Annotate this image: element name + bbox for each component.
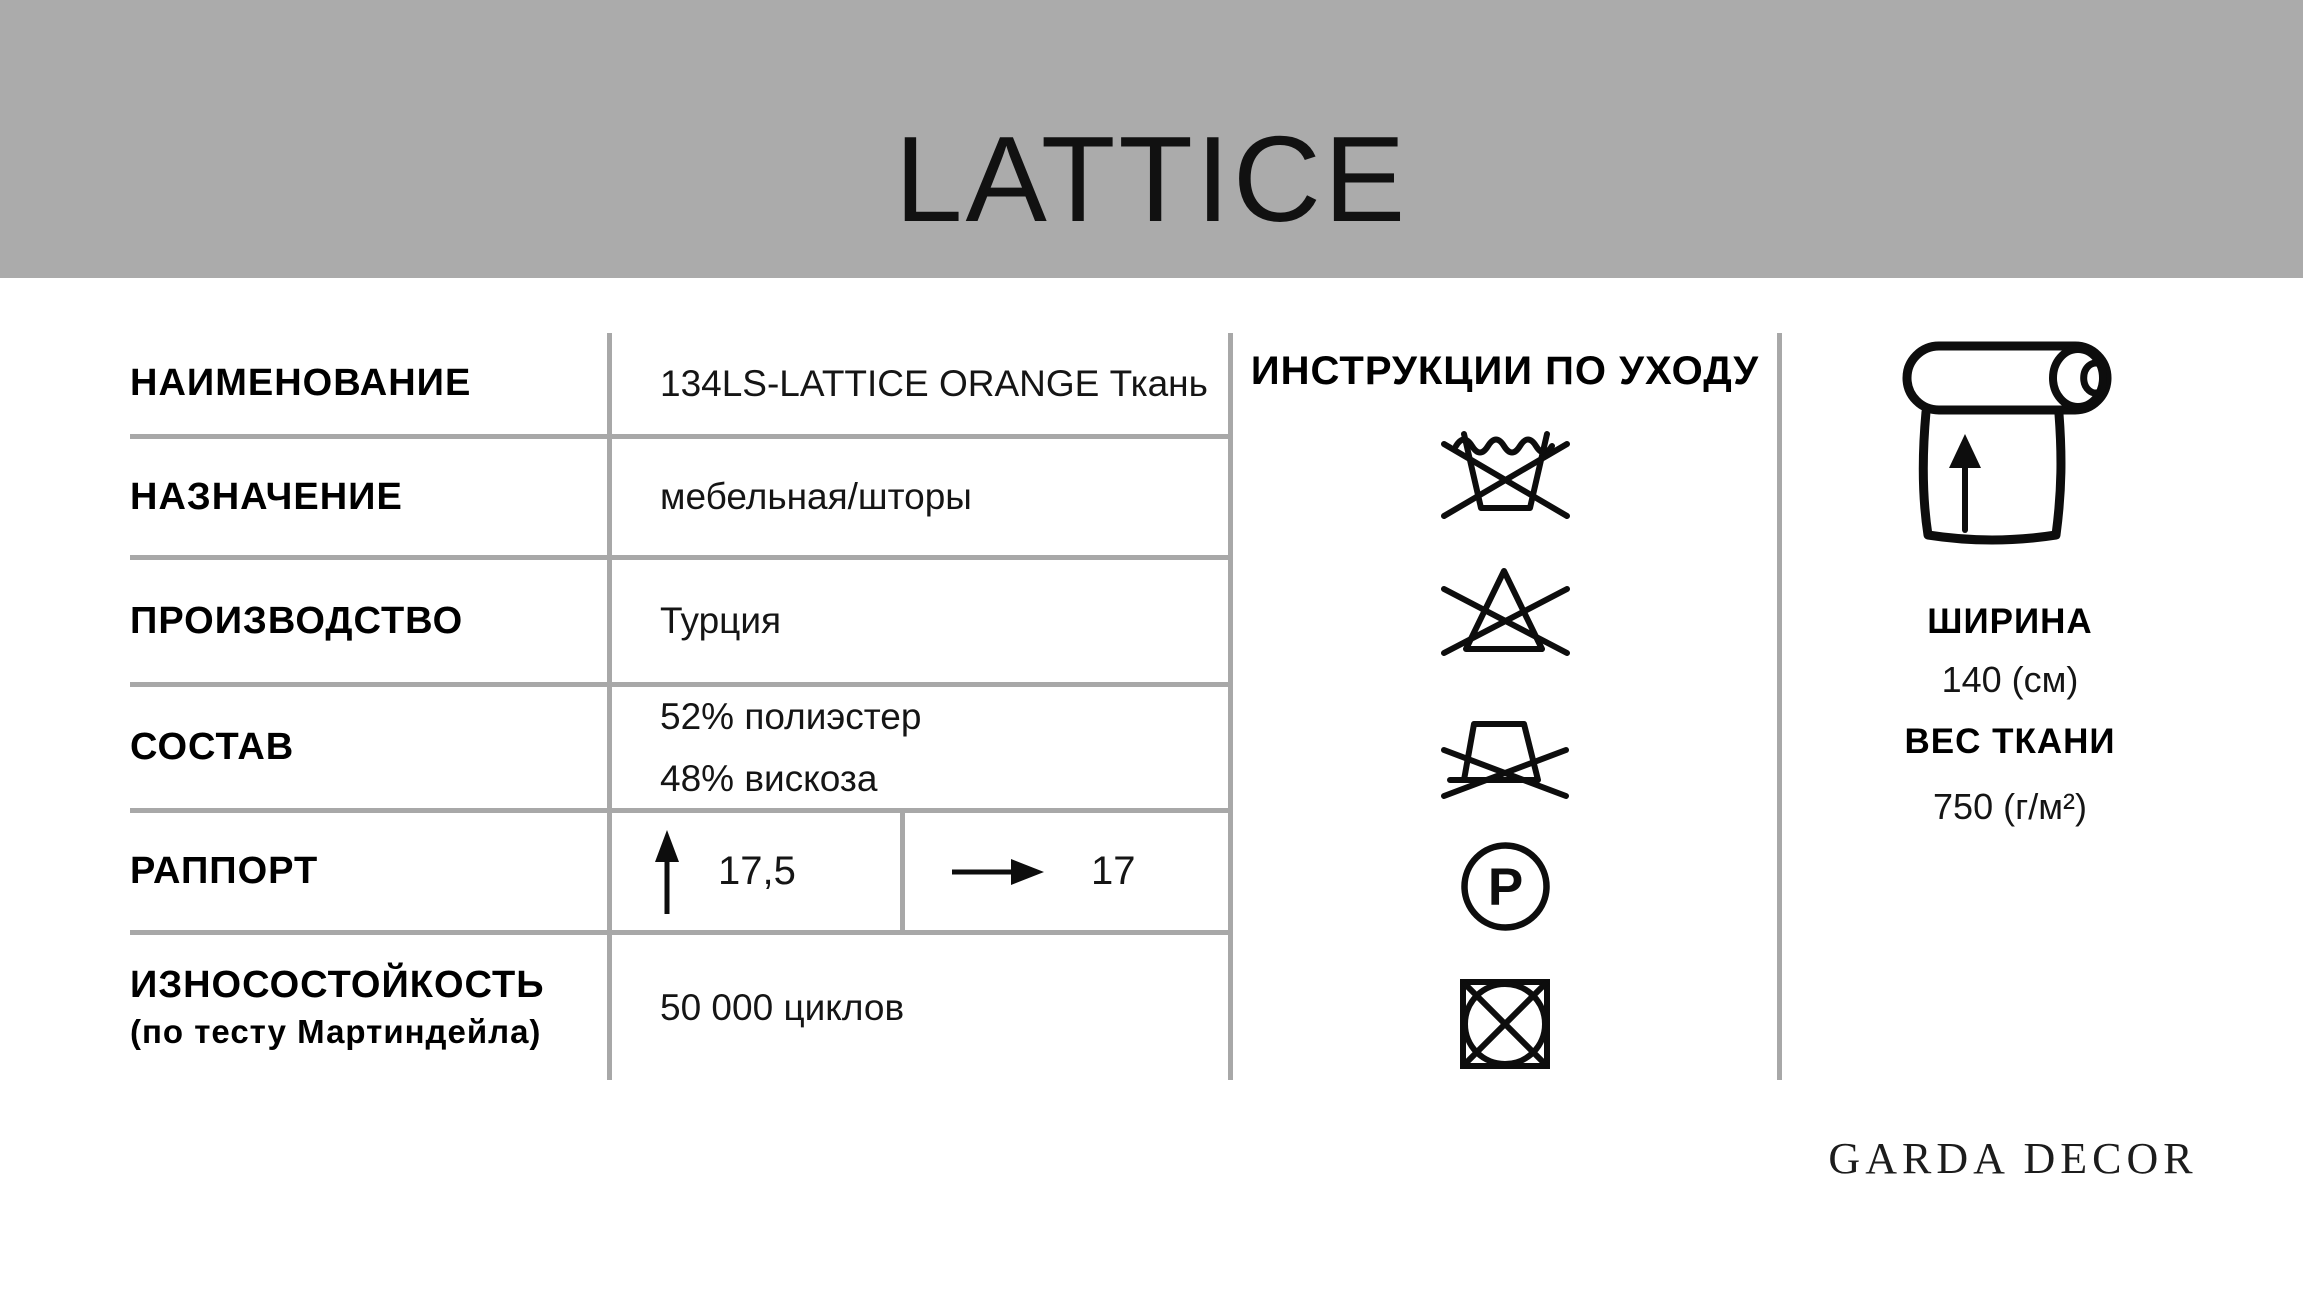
row-value: [607, 439, 1233, 555]
table-row-purpose: [130, 439, 1233, 560]
row-value: [607, 560, 1233, 682]
row-label: [130, 687, 607, 808]
care-slot: [1458, 818, 1553, 955]
table-row-durability: [130, 935, 1233, 1080]
row-value: [607, 813, 1233, 930]
table-row-name: [130, 333, 1233, 439]
care-slot: [1455, 955, 1555, 1092]
fabric-roll-icon: [1895, 338, 2125, 562]
row-value: [607, 687, 1233, 808]
width-label: ШИРИНА: [1927, 602, 2093, 641]
care-slot: [1440, 681, 1570, 818]
row-label-text: НАИМЕНОВАНИЕ: [130, 362, 472, 404]
composition-line-2: 48% вискоза: [660, 757, 878, 799]
arrow-right-icon: [950, 857, 1046, 887]
table-row-origin: [130, 560, 1233, 687]
care-slot: [1438, 407, 1573, 544]
row-label: [130, 333, 607, 434]
spec-table: [130, 333, 1233, 1080]
composition-line-1: 52% полиэстер: [660, 695, 922, 737]
rapport-horizontal-value: 17: [1091, 849, 1136, 893]
row-label-text: ПРОИЗВОДСТВО: [130, 599, 464, 642]
row-value-text: мебельная/шторы: [660, 476, 972, 517]
row-label: [130, 935, 607, 1080]
table-row-rapport: [130, 813, 1233, 935]
row-label: [130, 560, 607, 682]
care-slot: [1438, 544, 1573, 681]
care-title: ИНСТРУКЦИИ ПО УХОДУ: [1250, 349, 1760, 393]
care-icon-list: [1233, 407, 1777, 1092]
weight-label: ВЕС ТКАНИ: [1904, 722, 2116, 761]
brand-logo: GARDA DECOR: [1828, 1134, 2198, 1183]
care-instructions: [1233, 349, 1777, 1092]
rapport-horizontal-cell: [900, 813, 1228, 930]
row-label-text: НАЗНАЧЕНИЕ: [130, 475, 403, 518]
rapport-vertical-value: 17,5: [718, 849, 796, 893]
table-row-composition: [130, 687, 1233, 813]
row-value: [607, 333, 1233, 434]
weight-value: 750 (г/м²): [1933, 786, 2087, 827]
row-label-text: ИЗНОСОСТОЙКОСТЬ: [130, 964, 545, 1006]
row-value: [607, 935, 1233, 1080]
do-not-iron-icon: [1440, 700, 1570, 800]
do-not-tumble-dry-icon: [1455, 974, 1555, 1074]
page-title: LATTICE: [894, 111, 1409, 247]
rapport-vertical-cell: [612, 813, 900, 930]
row-value-text: Турция: [660, 600, 782, 641]
fabric-dimensions: [1850, 338, 2170, 830]
dry-clean-letter: P: [1487, 858, 1523, 917]
section-divider: [1777, 333, 1782, 1080]
row-label: [130, 439, 607, 555]
row-value-text: 50 000 циклов: [660, 986, 905, 1028]
arrow-up-icon: [650, 828, 684, 916]
do-not-bleach-icon: [1438, 565, 1573, 660]
row-value-text: 134LS-LATTICE ORANGE Ткань: [660, 362, 1208, 404]
do-not-wash-icon: [1438, 428, 1573, 523]
header-band: [0, 0, 2303, 278]
row-label-text: РАППОРТ: [130, 850, 319, 892]
width-value: 140 (см): [1941, 659, 2079, 700]
dry-clean-p-icon: [1458, 839, 1553, 934]
row-label-note: (по тесту Мартиндейла): [130, 1013, 542, 1050]
row-label-text: СОСТАВ: [130, 726, 295, 768]
row-label: [130, 813, 607, 930]
